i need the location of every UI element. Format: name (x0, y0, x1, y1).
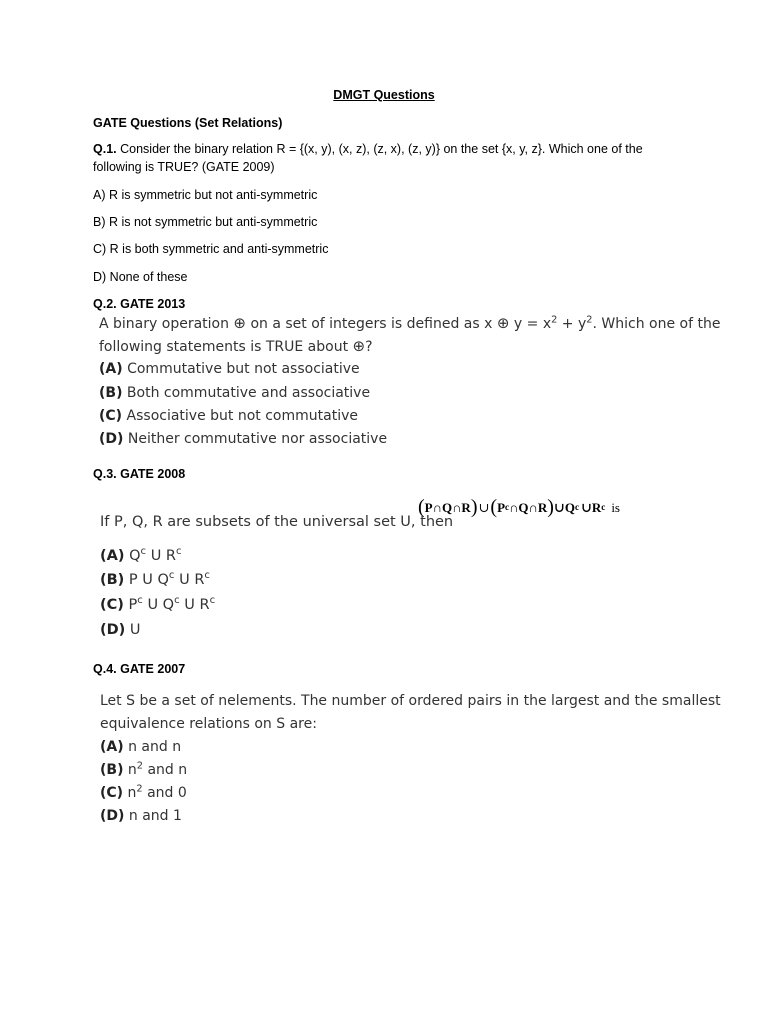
option-text: n (127, 762, 137, 778)
q1-label: Q.1. (93, 142, 117, 156)
option-text: U R (179, 597, 210, 613)
option-letter: (A) (100, 548, 125, 564)
option-text: U R (146, 548, 176, 564)
q3-stem: If P, Q, R are subsets of the universal set U, then (100, 514, 454, 530)
option-text: U (129, 622, 141, 638)
q4-stem-line1: Let S be a set of nelements. The number of ordered pairs in the largest and the smallest (100, 693, 721, 709)
option-sup: c (168, 570, 175, 582)
q2-stem-e: . Which one of the (592, 316, 721, 332)
option-letter: (D) (99, 431, 124, 447)
formula-part1: P∩Q∩R (424, 499, 471, 515)
option-letter: (A) (99, 361, 123, 377)
option-letter: (A) (100, 739, 124, 755)
q4-stem-line2: equivalence relations on S are: (100, 716, 317, 732)
q3-option-d (100, 619, 141, 642)
option-sup: c (209, 595, 216, 607)
q3-option-c (100, 594, 215, 617)
q2-stem-d: + y (561, 316, 587, 332)
q2-exponent: 2 (551, 314, 558, 326)
q2-stem-line2-text: following statements is TRUE about (99, 339, 349, 355)
option-text: n (127, 785, 137, 801)
q2-option-a (99, 358, 360, 381)
formula-paren: ( (490, 496, 498, 518)
page-title: DMGT Questions (333, 88, 435, 102)
q2-stem-line2 (99, 335, 373, 359)
option-text: and 0 (142, 785, 187, 801)
q4-option-b (100, 759, 187, 782)
formula-is: is (611, 499, 620, 515)
formula-paren: ( (418, 496, 425, 518)
q4-option-c (100, 782, 187, 805)
formula-paren: ) (547, 496, 554, 518)
option-sup: c (176, 546, 182, 558)
formula-p: P (497, 499, 506, 515)
formula-paren: ) (470, 496, 478, 518)
q2-option-c (99, 405, 358, 428)
q2-option-d (99, 428, 387, 451)
option-text: Neither commutative nor associative (127, 431, 388, 447)
q2-question-mark: ? (365, 339, 373, 355)
option-letter: (B) (99, 385, 123, 401)
q1-option-a: A) R is symmetric but not anti-symmetric (93, 188, 318, 202)
q3-heading: Q.3. GATE 2008 (93, 467, 186, 481)
q2-stem-line1 (99, 312, 720, 336)
option-text: P (128, 597, 138, 613)
option-text: Commutative but not associative (127, 361, 360, 377)
q3-option-a (100, 545, 182, 568)
q2-option-b (99, 382, 370, 405)
option-letter: (B) (100, 572, 125, 588)
q1-option-c: C) R is both symmetric and anti-symmetric (93, 242, 329, 256)
q4-option-d (100, 805, 182, 828)
oplus-icon: ⊕ (352, 337, 366, 355)
q4-option-a (100, 736, 181, 759)
formula-q: ∪Q (553, 499, 575, 515)
option-text: U Q (142, 597, 175, 613)
q1-text-line1: Consider the binary relation R = {(x, y), (x, z), (z, x), (z, y)} on the set {x, y, z}. Which one of the (120, 142, 643, 156)
formula-union: ∪ (478, 499, 490, 515)
q2-exponent: 2 (586, 314, 593, 326)
option-letter: (C) (100, 785, 124, 801)
q1-stem-line1 (93, 141, 643, 158)
option-sup: 2 (136, 783, 143, 795)
q1-option-b: B) R is not symmetric but anti-symmetric (93, 215, 318, 229)
option-letter: (B) (100, 762, 124, 778)
option-letter: (C) (100, 597, 124, 613)
option-sup: c (174, 595, 180, 607)
option-text: and n (143, 762, 188, 778)
option-text: Associative but not commutative (126, 408, 358, 424)
q1-text-line2: following is TRUE? (GATE 2009) (93, 160, 275, 174)
option-text: n and n (128, 739, 182, 755)
q2-heading: Q.2. GATE 2013 (93, 297, 186, 311)
option-text: P U Q (128, 572, 169, 588)
formula-r: ∪R (580, 499, 602, 515)
option-sup: c (140, 546, 147, 558)
q2-stem-b: on a set of integers is defined as x (250, 316, 493, 332)
q3-option-b (100, 569, 210, 592)
option-letter: (C) (99, 408, 123, 424)
q1-option-d: D) None of these (93, 270, 188, 284)
q2-stem-c: y = x (513, 316, 552, 332)
oplus-icon: ⊕ (496, 314, 510, 332)
formula-part2: ∩Q∩R (509, 499, 548, 515)
option-text: Both commutative and associative (126, 385, 371, 401)
option-sup: 2 (136, 760, 144, 772)
option-sup: c (137, 595, 143, 607)
oplus-icon: ⊕ (233, 314, 246, 332)
option-letter: (D) (100, 808, 125, 824)
q3-formula: ( P∩Q∩R ) ∪ ( P c ∩Q∩R ) ∪Q c ∪R c is (418, 496, 620, 518)
option-letter: (D) (100, 622, 126, 638)
option-sup: c (204, 570, 210, 582)
section-heading: GATE Questions (Set Relations) (93, 116, 283, 130)
option-text: Q (129, 548, 141, 564)
option-text: n and 1 (128, 808, 182, 824)
q4-heading: Q.4. GATE 2007 (93, 662, 186, 676)
option-text: U R (174, 572, 205, 588)
q2-stem-a: A binary operation (99, 316, 229, 332)
